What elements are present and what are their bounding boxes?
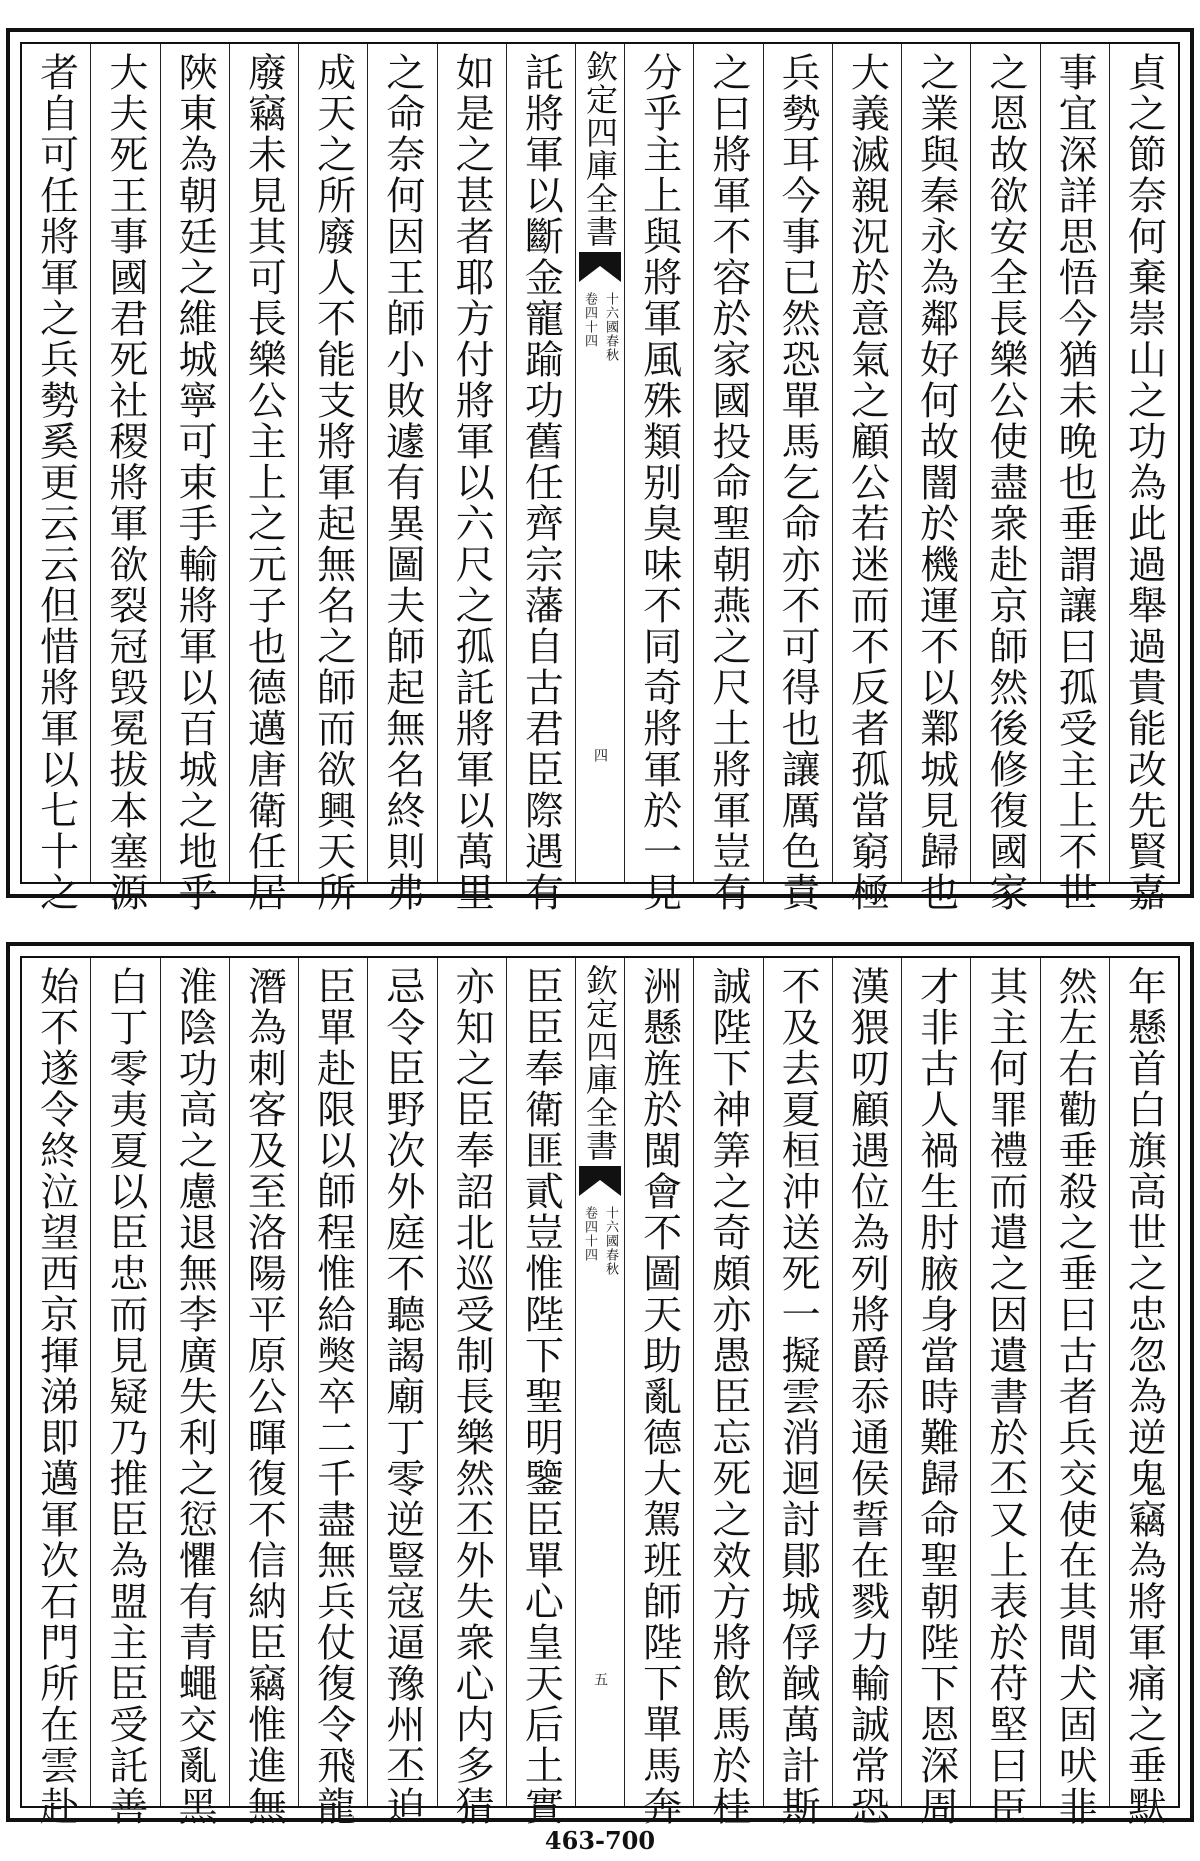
text-column — [693, 958, 762, 1827]
text-column — [901, 958, 970, 1827]
column-text: 白丁零夷夏以臣忠而見疑乃推臣為盟主臣受託善 — [102, 966, 148, 1827]
text-column — [693, 44, 762, 913]
column-text: 不及去夏桓沖送死一擬雲消迴討鄖城俘馘萬計斯 — [775, 966, 821, 1827]
column-text: 誠陛下神筭之奇頗亦愚臣忘死之效方將飲馬於桂 — [705, 966, 751, 1827]
text-column — [1040, 958, 1109, 1827]
text-column — [624, 44, 693, 913]
text-column — [22, 44, 90, 913]
text-column — [160, 44, 229, 913]
text-column — [1109, 958, 1178, 1827]
text-column — [506, 44, 575, 913]
center-subtitles — [580, 1206, 620, 1276]
column-text: 成天之所廢人不能支將軍起無名之師而欲興天所 — [310, 52, 356, 913]
column-text: 之曰將軍不容於家國投命聖朝燕之尺土將軍豈有 — [705, 52, 751, 913]
column-text: 廢竊未見其可長樂公主上之元子也德邁唐衛任居 — [241, 52, 287, 913]
text-column — [624, 958, 693, 1827]
book-title: 欽定四庫全書 — [581, 50, 619, 248]
text-column — [1109, 44, 1178, 913]
column-text: 之恩故欲安全長樂公使盡衆赴京師然後修復國家 — [982, 52, 1028, 913]
column-text: 亦知之臣奉詔北巡受制長樂然丕外失衆心内多猜 — [449, 966, 495, 1827]
volume-label: 卷四十四 — [582, 1206, 597, 1262]
book-title: 欽定四庫全書 — [581, 964, 619, 1162]
text-column — [229, 958, 298, 1827]
column-text: 大義滅親況於意氣之顧公若迷而不反者孤當窮極 — [844, 52, 890, 913]
column-text: 淮陰功高之慮退無李廣失利之愆懼有青蠅交亂黑 — [172, 966, 218, 1827]
center-fold-column — [575, 44, 624, 882]
text-column — [160, 958, 229, 1827]
column-text: 然左右勸垂殺之垂曰古者兵交使在其間犬固吠非 — [1052, 966, 1098, 1827]
column-text: 潛為刺客及至洛陽平原公暉復不信納臣竊惟進無 — [241, 966, 287, 1827]
column-text: 分乎主上與將軍風殊類别臭味不同奇將軍於一見 — [636, 52, 682, 913]
column-text: 才非古人禍生肘腋身當時難歸命聖朝陛下恩深周 — [913, 966, 959, 1827]
fishtail-mark-icon — [579, 1166, 621, 1200]
text-column — [298, 44, 367, 913]
text-column — [22, 958, 90, 1827]
center-subtitles — [580, 292, 620, 362]
bottom-page-frame — [6, 942, 1194, 1827]
top-page-columns — [20, 42, 1180, 913]
volume-label: 卷四十四 — [582, 292, 597, 348]
text-column — [506, 958, 575, 1827]
column-text: 之業與秦永為鄰好何故闇於機運不以鄴城見歸也 — [913, 52, 959, 913]
text-column — [1040, 44, 1109, 913]
column-text: 洲懸旌於閩會不圖天助亂德大駕班師陛下單馬奔 — [636, 966, 682, 1827]
column-text: 陜東為朝廷之維城寧可束手輸將軍以百城之地乎 — [172, 52, 218, 913]
text-column — [90, 958, 159, 1827]
page-number: 五 — [592, 1672, 608, 1686]
column-text: 年懸首白旗高世之忠忽為逆鬼竊為將軍痛之垂默 — [1121, 966, 1167, 1827]
column-text: 如是之甚者耶方付將軍以六尺之孤託將軍以萬里 — [449, 52, 495, 913]
column-text: 忌令臣野次外庭不聽謁廟丁零逆豎寇逼豫州丕迫 — [379, 966, 425, 1827]
text-column — [298, 958, 367, 1827]
column-text: 者自可任將軍之兵勢奚更云云但惜將軍以七十之 — [33, 52, 79, 913]
bottom-page-columns — [20, 956, 1180, 1827]
scan-id-label: 463-700 — [544, 1826, 656, 1855]
column-text: 之命奈何因王師小敗遽有異圖夫師起無名終則弗 — [379, 52, 425, 913]
sub-title: 十六國春秋 — [603, 1206, 618, 1276]
text-column — [367, 44, 436, 913]
column-text: 其主何罪禮而遣之因遺書於丕又上表於苻堅曰臣 — [982, 966, 1028, 1827]
text-column — [901, 44, 970, 913]
top-page-frame — [6, 28, 1194, 913]
text-column — [229, 44, 298, 913]
text-column — [970, 958, 1039, 1827]
text-column — [970, 44, 1039, 913]
column-text: 大夫死王事國君死社稷將軍欲裂冠毁冕拔本塞源 — [102, 52, 148, 913]
text-column — [437, 44, 506, 913]
column-text: 兵勢耳今事已然恐單馬乞命亦不可得也讓厲色責 — [775, 52, 821, 913]
text-column — [763, 958, 832, 1827]
page-number: 四 — [592, 748, 608, 762]
text-column — [437, 958, 506, 1827]
text-column — [367, 958, 436, 1827]
column-text: 貞之節奈何棄崇山之功為此過舉過貴能改先賢嘉 — [1121, 52, 1167, 913]
column-text: 事宜深詳思悟今猶未晚也垂謂讓曰孤受主上不世 — [1052, 52, 1098, 913]
text-column — [90, 44, 159, 913]
column-text: 始不遂令終泣望西京揮涕即邁軍次石門所在雲赴 — [33, 966, 79, 1827]
text-column — [832, 958, 901, 1827]
column-text: 漢猥叨顧遇位為列將爵忝通侯誓在戮力輸誠常恐 — [844, 966, 890, 1827]
column-text: 託將軍以斷金寵踰功舊任齊宗藩自古君臣際遇有 — [518, 52, 564, 913]
sub-title: 十六國春秋 — [603, 292, 618, 362]
center-fold-column — [575, 958, 624, 1806]
text-column — [763, 44, 832, 913]
fishtail-mark-icon — [579, 252, 621, 286]
column-text: 臣單赴限以師程惟給獘卒二千盡無兵仗復令飛龍 — [310, 966, 356, 1827]
column-text: 臣臣奉衛匪貳豈惟陛下聖明鑒臣單心皇天后土實 — [518, 966, 564, 1827]
text-column — [832, 44, 901, 913]
